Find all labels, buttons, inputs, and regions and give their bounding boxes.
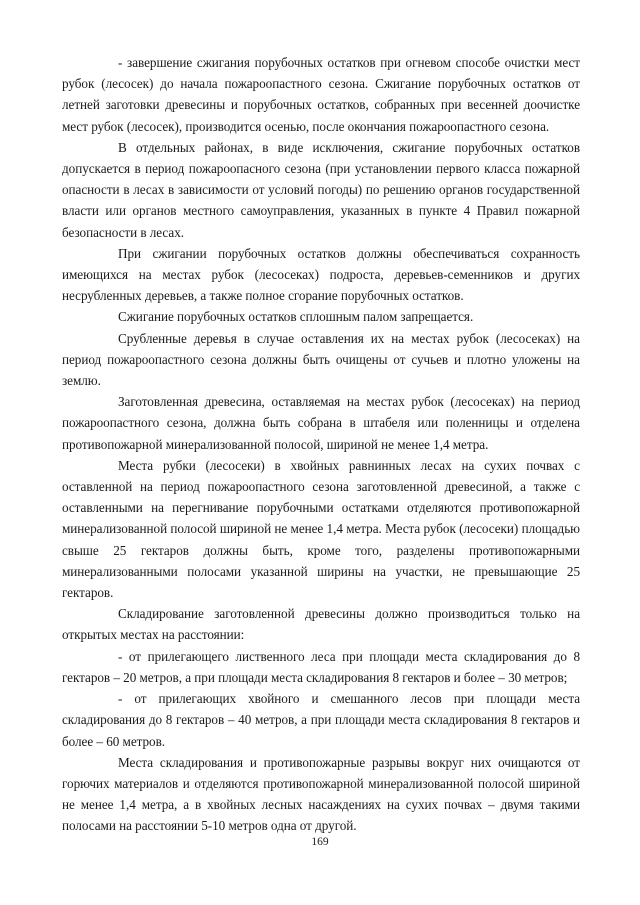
list-item: - от прилегающих хвойного и смешанного лесов при площади места складирования до 8 гектаров – 40 метров, а при площади места складирования 8 гектаров и более – 60 метров. [62, 691, 580, 749]
paragraph: Заготовленная древесина, оставляемая на местах рубок (лесосеках) на период пожароопастного сезона, должна быть собрана в штабеля или поленницы и отделена противопожарной минерализованной полосой, шириной не менее 1,4 метра. [62, 394, 580, 452]
paragraph: Места складирования и противопожарные разрывы вокруг них очищаются от горючих материалов и отделяются противопожарной минерализованной полосой шириной не менее 1,4 метра, а в хвойных лесных насаждениях на сухих почвах – двумя такими полосами на расстоянии 5-10 метров одна от другой. [62, 754, 580, 834]
body-text [62, 52, 580, 837]
paragraph: При сжигании порубочных остатков должны обеспечиваться сохранность имеющихся на местах рубок (лесосеках) подроста, деревьев-семенников и других несрубленных деревьев, а также полное сгорание порубочных остатков. [62, 245, 580, 304]
paragraph: Срубленные деревья в случае оставления их на местах рубок (лесосеках) на период пожароопастного сезона должны быть очищены от сучьев и плотно уложены на землю. [62, 330, 580, 389]
paragraph: Сжигание порубочных остатков сплошным палом запрещается. [118, 309, 474, 325]
paragraph: - завершение сжигания порубочных остатков при огневом способе очистки мест рубок (лесосек) до начала пожароопастного сезона. Сжигание порубочных остатков от летней заготовки древесины и порубочных остатков, собранных при весенней доочистке мест рубок (лесосек), производится осенью, после окончания пожароопастного сезона. [62, 55, 580, 134]
paragraph: Складирование заготовленной древесины должно производиться только на открытых местах на расстоянии: [62, 606, 580, 643]
paragraph: В отдельных районах, в виде исключения, сжигание порубочных остатков допускается в период пожароопасного сезона (при установлении первого класса пожарной опасности в лесах в зависимости от условий погоды) по решению органов государственной власти или органов местного самоуправления, указанных в пункте 4 Правил пожарной безопасности в лесах. [62, 139, 580, 240]
page-number: 169 [311, 836, 329, 848]
list-item: - от прилегающего лиственного леса при площади места складирования до 8 гектаров – 20 метров, а при площади места складирования 8 гектаров и более – 30 метров; [62, 648, 580, 685]
paragraph: Места рубки (лесосеки) в хвойных равнинных лесах на сухих почвах с оставленной на период пожароопастного сезона заготовленной древесиной, а также с оставленными на перегнивание порубочными остатками отделяются противопожарной минерализованной полосой шириной не менее 1,4 метра. Места рубок (лесосеки) площадью свыше 25 гектаров должны быть, кроме того, разделены противопожарными минерализованными полосами указанной ширины на участки, не превышающие 25 гектаров. [62, 457, 580, 601]
